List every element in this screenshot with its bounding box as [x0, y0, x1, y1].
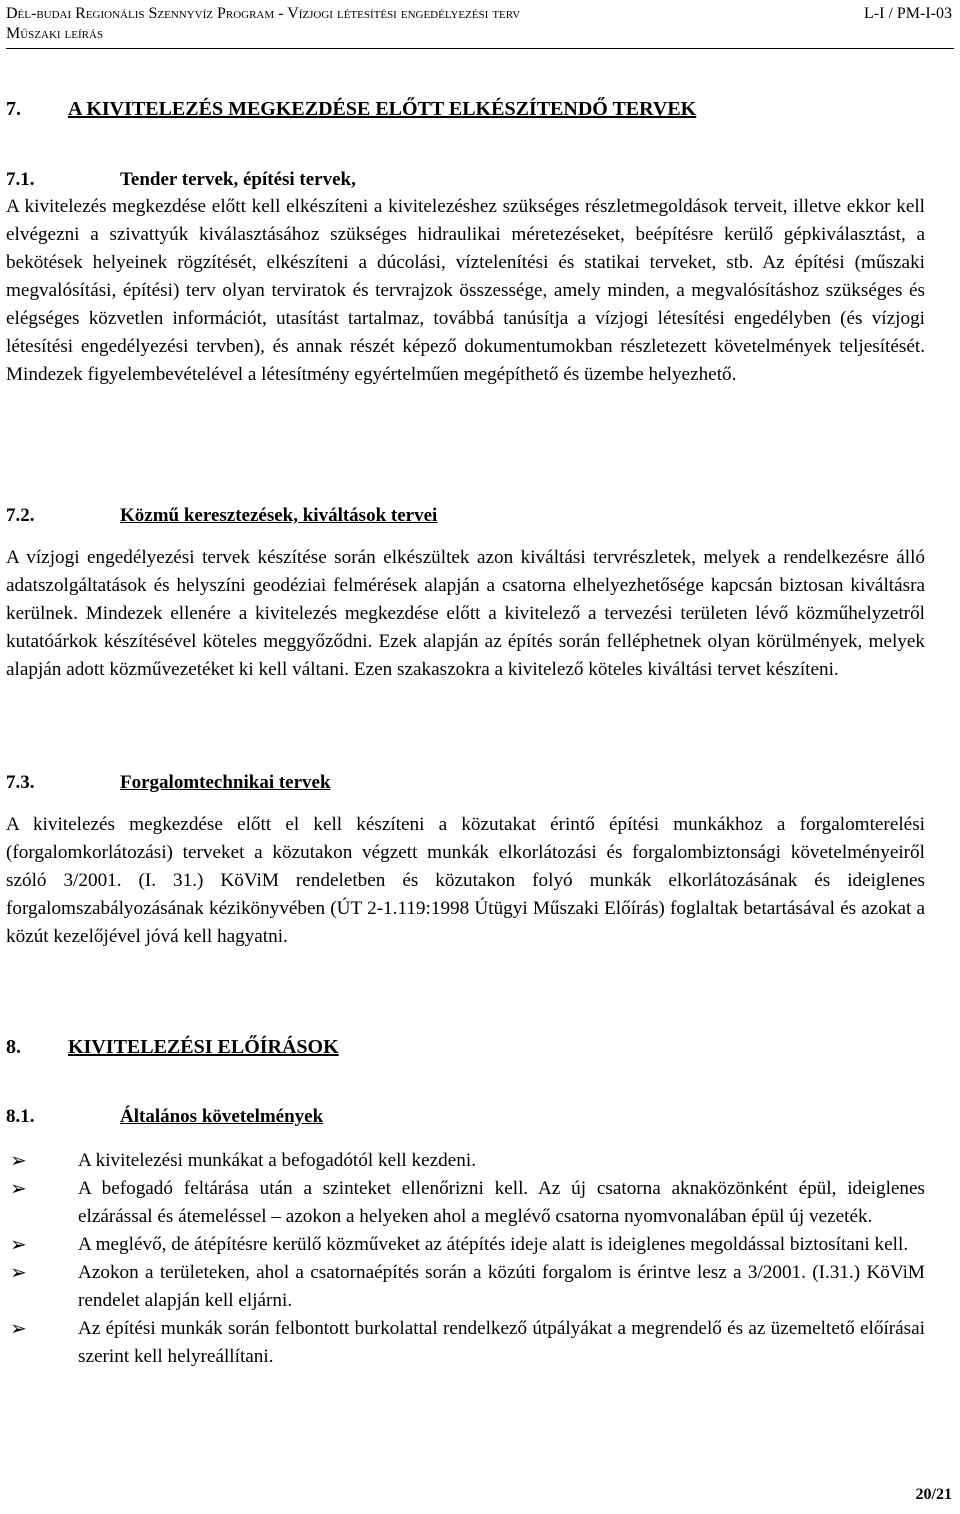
subsection-number: 7.2.: [6, 505, 35, 526]
list-item-text: A befogadó feltárása után a szinteket ellenőrizni kell. Az új csatorna aknaközönként épül, ideiglenes elzárással és átemeléssel – azokon a helyeken ahol a meglévő csatorna nyomvonalában épül új vezeték.: [78, 1178, 925, 1227]
list-item-text: Azokon a területeken, ahol a csatornaépítés során a közúti forgalom is érintve lesz a 3/2001. (I.31.) KöViM rendelet alapján kell eljárni.: [78, 1262, 925, 1311]
page-header: [6, 4, 952, 44]
subsection-7-3-heading: [6, 770, 331, 796]
header-title: Dél-budai Regionális Szennyvíz Program - Vízjogi létesítési engedélyezési terv: [6, 5, 521, 22]
arrow-bullet-icon: ➢: [10, 1178, 27, 1200]
header-subtitle: Műszaki leírás: [6, 25, 104, 42]
subsection-7-1-heading: [6, 167, 356, 193]
section-number: 7.: [6, 98, 21, 120]
subsection-8-1-heading: [6, 1104, 323, 1130]
header-code: L-I / PM-I-03: [864, 5, 952, 22]
subsection-number: 7.1.: [6, 169, 35, 190]
subsection-title: Tender tervek, építési tervek,: [120, 169, 356, 190]
section-title: KIVITELEZÉSI ELŐÍRÁSOK: [68, 1036, 339, 1058]
subsection-7-2-heading: [6, 503, 437, 529]
list-item-text: A kivitelezési munkákat a befogadótól kell kezdeni.: [78, 1150, 477, 1171]
section-title: A KIVITELEZÉS MEGKEZDÉSE ELŐTT ELKÉSZÍTENDŐ TERVEK: [68, 98, 697, 120]
section-7-heading: [6, 96, 696, 122]
subsection-7-2-text: A vízjogi engedélyezési tervek készítése során elkészültek azon kiváltási tervrészletek, melyek a rendelkezésre álló adatszolgáltatások és helyszíni geodéziai felmérések alapján a csatorna elhelyezhetősége kapcsán biztosan kiváltásra kerülnek. Mindezek ellenére a kivitelezés megkezdése előtt a kivitelező a tervezési területen lévő közműhelyzetről kutatóárkok készítésével köteles meggyőződni. Ezek alapján az építés során felléphetnek olyan körülmények, melyek alapján adott közművezetéket ki kell váltani. Ezen szakaszokra a kivitelező köteles kiváltási tervet készíteni.: [6, 547, 925, 680]
list-item: [6, 1147, 925, 1175]
page-number: 20/21: [915, 1486, 952, 1503]
section-8-heading: [6, 1034, 339, 1060]
subsection-7-1-text: A kivitelezés megkezdése előtt kell elkészíteni a kivitelezéshez szükséges részletmegoldások terveit, illetve ekkor kell elvégezni a szivattyúk kiválasztásához szükséges hidraulikai méretezéseket, beépítésre kerülő gépkiválasztást, a bekötések helyeinek rögzítését, elkészíteni a dúcolási, víztelenítési és statikai terveket, stb. Az építési (műszaki megvalósítási, építési) terv olyan terviratok és tervrajzok összessége, amely minden, a megvalósításhoz szükséges és elégséges közvetlen információt, utasítást tartalmaz, továbbá tanúsítja a vízjogi létesítési engedélyben (és vízjogi létesítési engedélyezési tervben), és annak részét képező dokumentumokban részletezett követelmények teljesítését. Mindezek figyelembevételével a létesítmény egyértelműen megépíthető és üzembe helyezhető.: [6, 196, 925, 385]
list-item-text: Az építési munkák során felbontott burkolattal rendelkező útpályákat a megrendelő és az üzemeltető előírásai szerint kell helyreállítani.: [78, 1318, 925, 1367]
list-item: [6, 1259, 925, 1315]
subsection-title: Forgalomtechnikai tervek: [120, 772, 331, 793]
subsection-number: 8.1.: [6, 1106, 35, 1127]
list-item: [6, 1315, 925, 1371]
arrow-bullet-icon: ➢: [10, 1318, 27, 1340]
subsection-7-3-text: A kivitelezés megkezdése előtt el kell készíteni a közutakat érintő építési munkákhoz a forgalomterelési (forgalomkorlátozási) terveket a közutakon végzett munkák elkorlátozási és forgalombiztonsági követelményeiről szóló 3/2001. (I. 31.) KöViM rendeletben és közutakon folyó munkák elkorlátozásának és ideiglenes forgalomszabályozásának kézikönyvében (ÚT 2-1.119:1998 Útügyi Műszaki Előírás) foglaltak betartásával és azokat a közút kezelőjével jóvá kell hagyatni.: [6, 814, 925, 947]
subsection-title: Általános követelmények: [120, 1106, 324, 1127]
subsection-number: 7.3.: [6, 772, 35, 793]
list-item-text: A meglévő, de átépítésre kerülő közműveket az átépítés ideje alatt is ideiglenes megoldással biztosítani kell.: [78, 1234, 909, 1255]
subsection-title: Közmű keresztezések, kiváltások tervei: [120, 505, 438, 526]
section-number: 8.: [6, 1036, 21, 1058]
header-divider: [6, 48, 954, 49]
requirements-list: [6, 1147, 925, 1371]
list-item: [6, 1231, 925, 1259]
arrow-bullet-icon: ➢: [10, 1262, 27, 1284]
arrow-bullet-icon: ➢: [10, 1234, 27, 1256]
arrow-bullet-icon: ➢: [10, 1150, 27, 1172]
list-item: [6, 1175, 925, 1231]
